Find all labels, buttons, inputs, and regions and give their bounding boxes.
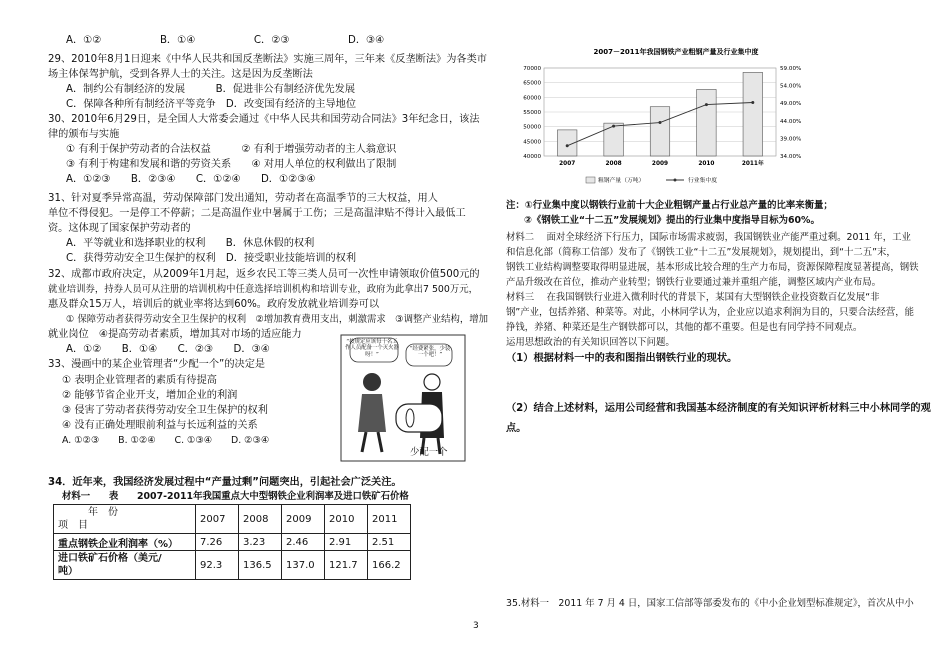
steel-output-chart (506, 44, 846, 194)
chart-left-tick-label: 70000 (523, 66, 541, 72)
chart-legend-bar-label: 粗钢产量（万吨） (598, 178, 645, 184)
table-corner-item: 项 目 (58, 520, 88, 531)
q29-options-row-2: C．保障各种所有制经济平等竞争 D．改变国有经济的主导地位 (66, 99, 357, 110)
chart-left-tick-label: 60000 (523, 95, 541, 102)
chart-legend-line-label: 行业集中度 (688, 178, 717, 184)
chart-line-point (612, 125, 615, 128)
chart-bar (604, 123, 623, 156)
chart-left-tick-label: 65000 (523, 80, 541, 87)
q33-statement-3: ③ 侵害了劳动者获得劳动安全卫生保护的权利 (62, 405, 268, 416)
chart-category-label: 2010 (698, 161, 715, 167)
chart-title: 2007－2011年我国钢铁产业粗钢产量及行业集中度 (593, 48, 759, 56)
chart-right-tick-label: 54.00% (780, 83, 802, 90)
q33-statement-2: ② 能够节省企业开支，增加企业的利润 (62, 390, 238, 401)
q30-statement-row-2: ③ 有利于构建和发展和谐的劳资关系 ④ 对用人单位的权利做出了限制 (66, 159, 397, 170)
q28-option-d: D．③④ (347, 35, 385, 46)
q34-stem: 34．近年来，我国经济发展过程中“产量过剩”问题突出，引起社会广泛关注。 (48, 477, 402, 488)
material-3-line-2: 钢”产业，包括养猪、种菜等。对此，小林同学认为，企业应以追求利润为目的，只要合法经营，能 (506, 307, 914, 318)
q32-stem-1: 32、成都市政府决定，从2009年1月起，返乡农民工等三类人员可一次性申请领取价值500元的 (48, 269, 480, 280)
table-row-label-line-1: 进口铁矿石价格（美元/ (58, 553, 162, 564)
chart-left-tick-label: 55000 (523, 110, 541, 116)
table-cell: 2.51 (368, 534, 411, 551)
cartoon-bubble-2: “经费紧张，少装一个吧！” (409, 346, 451, 359)
q32-statement-row-1: ① 保障劳动者获得劳动安全卫生保护的权利 ②增加教育费用支出，刺激需求 ③调整产业结构，增加 (66, 314, 488, 325)
chart-bar (697, 89, 716, 156)
q31-stem-1: 31、针对夏季异常高温，劳动保障部门发出通知，劳动者在高温季节的三大权益，用人 (48, 193, 438, 204)
q33-statement-4: ④ 没有正确处理眼前利益与长远利益的关系 (62, 420, 258, 431)
table-row-label (54, 551, 196, 580)
q30-options: A．①②③ B．②③④ C．①②④ D．①②③④ (66, 174, 316, 185)
q30-stem-2: 律的颁布与实施 (48, 129, 120, 140)
material-3-line-3: 挣钱，养猪、种菜还是生产钢铁都可以，其他的都不重要。但是也有同学持不同观点。 (506, 322, 863, 333)
chart-right-tick-label: 59.00% (780, 66, 802, 72)
table-cell: 2.46 (282, 534, 325, 551)
q30-stem-1: 30、2010年6月29日，是全国人大常委会通过《中华人民共和国劳动合同法》3年纪念日，该法 (48, 114, 480, 125)
table-cell: 92.3 (196, 551, 239, 580)
chart-left-tick-label: 45000 (523, 139, 541, 146)
q30-statement-row-1: ① 有利于保护劳动者的合法权益 ② 有利于增强劳动者的主人翁意识 (66, 144, 397, 155)
chart-legend-line-marker (674, 179, 677, 182)
cartoon-caption: 少配一个 (410, 447, 448, 458)
q31-options-row-1: A．平等就业和选择职业的权利 B．休息休假的权利 (66, 238, 315, 249)
table-year-cell: 2010 (325, 505, 368, 534)
q32-options: A．①② B．①④ C．②③ D．③④ (66, 344, 270, 355)
q33-stem: 33、漫画中的某企业管理者“少配一个”的决定是 (48, 359, 266, 370)
table-corner-cell (54, 505, 196, 534)
chart-right-tick-label: 39.00% (780, 136, 802, 143)
chart-left-tick-label: 40000 (523, 154, 541, 160)
material-2-line-1: 材料二 面对全球经济下行压力，国际市场需求疲弱，我国钢铁业产能严重过剩。2011 年，工业 (506, 232, 911, 243)
q28-option-b: B．①④ (159, 35, 196, 46)
chart-right-tick-label: 44.00% (780, 118, 802, 125)
chart-bar (743, 72, 762, 156)
chart-category-label: 2007 (559, 161, 576, 167)
page-number: 3 (473, 621, 479, 631)
table-cell: 7.26 (196, 534, 239, 551)
table-row (54, 534, 411, 551)
cartoon-bubble-1: “按规定应该每十名工作人员配备一个灭火器呀！” (345, 339, 399, 358)
q28-options (66, 34, 384, 47)
q35-stem: 35.材料一 2011 年 7 月 4 日，国家工信部等部委发布的《中小企业划型标准规定》，首次从中小 (506, 598, 914, 609)
q29-stem-1: 29、2010年8月1日迎来《中华人民共和国反垄断法》实施三周年，三年来《反垄断法》为各类市 (48, 54, 487, 65)
q33-statement-1: ① 表明企业管理者的素质有待提高 (62, 375, 217, 386)
chart-category-label: 2011年 (741, 161, 764, 167)
table-cell: 136.5 (239, 551, 282, 580)
q32-stem-2: 就业培训券，持券人员可从注册的培训机构中任意选择培训机构和培训专业，政府为此拿出7 500万元， (48, 284, 478, 295)
chart-line-point (751, 101, 754, 104)
question-part-1: （1）根据材料一中的表和图指出钢铁行业的现状。 (506, 353, 738, 364)
question-part-2-line-2: 点。 (506, 423, 527, 434)
chart-note-1: 注：①行业集中度以钢铁行业前十大企业粗钢产量占行业总产量的比率来衡量； (506, 200, 833, 211)
q32-statement-row-2: 就业岗位 ④提高劳动者素质，增加其对市场的适应能力 (48, 329, 302, 340)
question-part-2-line-1: （2）结合上述材料，运用公司经营和我国基本经济制度的有关知识评析材料三中小林同学的观 (506, 403, 931, 414)
chart-note-2: ②《钢铁工业“十二五”发展规划》提出的行业集中度指导目标为60%。 (524, 215, 820, 226)
q31-options-row-2: C．获得劳动安全卫生保护的权利 D．接受职业技能培训的权利 (66, 253, 357, 264)
chart-line-point (566, 144, 569, 147)
table-cell: 3.23 (239, 534, 282, 551)
table-year-cell: 2007 (196, 505, 239, 534)
q29-stem-2: 场主体保驾护航，受到各界人士的关注。这是因为反垄断法 (48, 69, 313, 80)
table-cell: 121.7 (325, 551, 368, 580)
chart-right-tick-label: 49.00% (780, 101, 802, 108)
table-cell: 2.91 (325, 534, 368, 551)
chart-category-label: 2009 (651, 161, 669, 167)
q28-option-a: A．①② (66, 35, 102, 46)
material-2-line-3: 钢铁工业结构调整要取得明显进展，基本形成比较合理的生产力布局，资源保障程度显著提高，钢铁 (506, 262, 919, 273)
material-2-line-4: 产品升级改在首位，推动产业转型；钢铁行业要通过兼并重组产能，调整区域内产业布局。 (506, 277, 882, 288)
q33-options: A. ①②③ B. ①②④ C. ①③④ D. ②③④ (62, 435, 270, 446)
q28-option-c: C．②③ (253, 35, 290, 46)
table-year-cell: 2011 (368, 505, 411, 534)
chart-bar (650, 107, 669, 156)
table-row-label: 重点钢铁企业利润率（%） (54, 534, 196, 551)
chart-legend-bar-swatch (586, 177, 595, 183)
table-corner-year: 年 份 (88, 507, 118, 518)
q29-options-row-1: A．制约公有制经济的发展 B．促进非公有制经济优先发展 (66, 84, 356, 95)
chart-category-label: 2008 (605, 161, 622, 167)
table-row-label-line-2: 吨） (58, 566, 78, 577)
table-cell: 166.2 (368, 551, 411, 580)
q31-stem-2: 单位不得侵犯。一是停工不停薪；二是高温作业中暑属于工伤；三是高温津贴不得计入最低工 (48, 208, 466, 219)
chart-line-point (659, 121, 662, 124)
steel-profit-table (53, 504, 411, 580)
table-cell: 137.0 (282, 551, 325, 580)
q34-material-1-label: 材料一 表 2007-2011年我国重点大中型钢铁企业利润率及进口铁矿石价格 (62, 491, 409, 502)
q32-stem-3: 惠及群众15万人，培训后的就业率将达到60%。政府发放就业培训券可以 (48, 299, 380, 310)
material-3-line-1: 材料三 在我国钢铁行业进入微利时代的背景下，某国有大型钢铁企业投资数百亿发展“非 (506, 292, 880, 303)
material-2-line-2: 和信息化部（简称工信部）发布了《钢铁工业“十二五”发展规划》，规划提出，到“十二五”末， (506, 247, 896, 258)
table-year-cell: 2008 (239, 505, 282, 534)
chart-left-tick-label: 50000 (523, 124, 541, 131)
material-3-line-4: 运用思想政治的有关知识回答以下问题。 (506, 337, 675, 348)
table-header-row (54, 505, 411, 534)
table-row (54, 551, 411, 580)
table-year-cell: 2009 (282, 505, 325, 534)
chart-right-tick-label: 34.00% (780, 154, 802, 160)
q31-stem-3: 资。这体现了国家保护劳动者的 (48, 223, 191, 234)
chart-line-point (705, 103, 708, 106)
